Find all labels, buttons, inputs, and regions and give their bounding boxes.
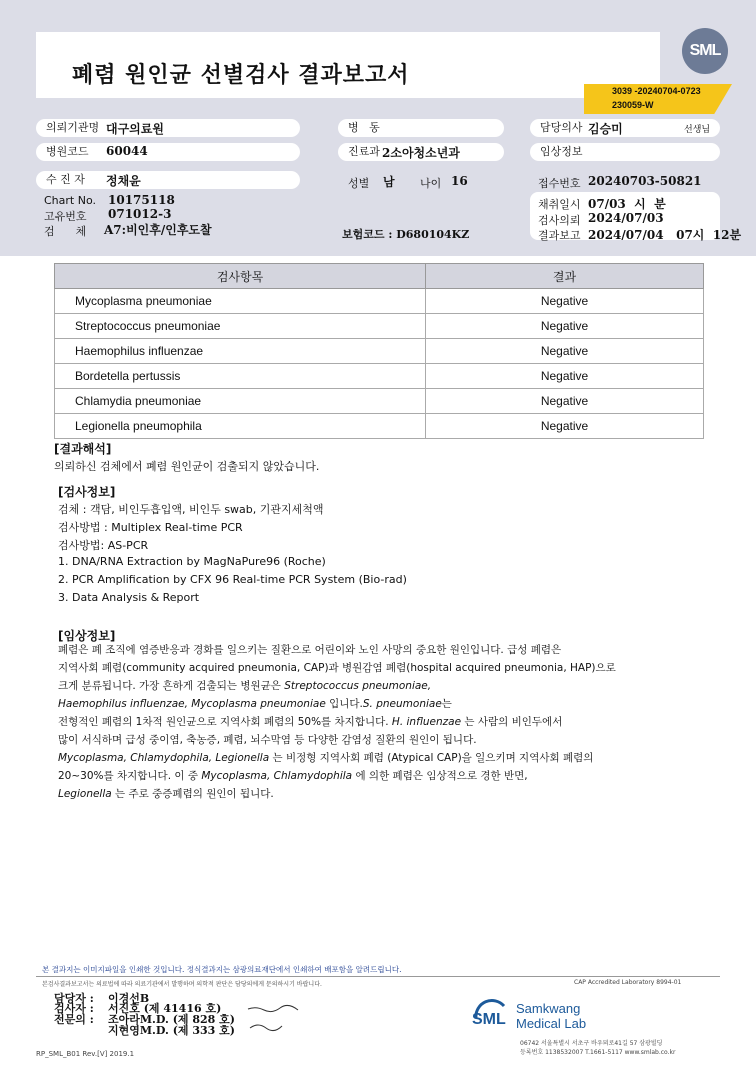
clinical-italic: Mycoplasma, Chlamydophila, Legionella	[58, 752, 270, 764]
staff-label-3: 전문의 :	[54, 1013, 94, 1026]
dept-label: 진료과	[338, 143, 504, 161]
interpretation-title: [결과해석]	[54, 442, 112, 456]
clinical-text: 에 의한 폐렴은 임상적으로 경한 반면,	[352, 770, 528, 782]
staff-name-2: 서진호 (제 41416 호)	[108, 1002, 222, 1015]
test-info-line: 검사방법: AS-PCR	[58, 539, 149, 552]
test-result: Negative	[426, 389, 704, 414]
table-row	[55, 414, 704, 439]
test-item: Streptococcus pneumoniae	[55, 314, 426, 339]
table-row	[55, 314, 704, 339]
clinical-line	[58, 767, 528, 785]
doctor-label: 담당의사	[530, 119, 720, 137]
footer-notice: 본 결과지는 이미지파일을 인쇄한 것입니다. 정식결과지는 삼광의료재단에서 인쇄하여 배포함을 알려드립니다.	[42, 965, 402, 974]
footer-small-text: 본검사결과보고서는 의료법에 따라 의료기관에서 발행하며 의학적 판단은 담당의에게 문의하시기 바랍니다.	[42, 981, 322, 988]
clinical-italic: Streptococcus pneumoniae,	[284, 680, 432, 692]
collect-label: 채취일시	[538, 198, 581, 211]
svg-text:SML: SML	[472, 1011, 506, 1028]
col-result-header: 결과	[426, 264, 704, 289]
staff-name-3: 조아라M.D. (제 828 호)	[108, 1013, 235, 1026]
hospital-code-label: 병원코드	[36, 143, 300, 161]
chart-value: 10175118	[108, 193, 175, 207]
age-label: 나이	[420, 177, 442, 190]
request-label: 검사의뢰	[538, 214, 581, 227]
test-result: Negative	[426, 364, 704, 389]
clinical-text: 크게 분류됩니다. 가장 흔하게 검출되는 병원균은	[58, 680, 285, 692]
insurance-code: 보험코드 : D680104KZ	[342, 228, 470, 241]
clinical-info-label: 임상정보	[530, 143, 720, 161]
institution-label: 의뢰기관명	[36, 119, 300, 137]
clinical-info-title: [임상정보]	[58, 629, 116, 643]
clinical-italic: S. pneumoniae	[362, 698, 442, 710]
clinical-line	[58, 713, 562, 731]
interpretation-text: 의뢰하신 검체에서 폐렴 원인균이 검출되지 않았습니다.	[54, 460, 320, 473]
report-value: 2024/07/04 07시 12분	[588, 228, 742, 242]
hospital-code-value: 60044	[106, 144, 148, 158]
clinical-line	[58, 695, 452, 713]
receipt-value: 20240703-50821	[588, 174, 702, 188]
request-value: 2024/07/03	[588, 211, 664, 225]
patient-name-label: 수 진 자	[36, 171, 300, 189]
company-name-1: Samkwang	[516, 1001, 581, 1016]
samkwang-logo-icon	[470, 996, 510, 1032]
institution-value: 대구의료원	[106, 122, 164, 136]
sml-logo: SML	[682, 28, 728, 74]
doctor-suffix: 선생님	[684, 125, 711, 135]
test-result: Negative	[426, 339, 704, 364]
clinical-line	[58, 749, 593, 767]
collect-value: 07/03 시 분	[588, 197, 666, 211]
id-value: 071012-3	[108, 207, 172, 221]
ribbon-line2: 230059-W	[612, 100, 654, 110]
company-contact: 등록번호 1138532007 T.1661-5117 www.smlab.co.kr	[520, 1049, 676, 1056]
test-info-line: 검사방법 : Multiplex Real-time PCR	[58, 521, 243, 534]
company-name-2: Medical Lab	[516, 1016, 587, 1031]
ribbon-line1: 3039 -20240704-0723	[612, 86, 701, 96]
test-item: Chlamydia pneumoniae	[55, 389, 426, 414]
staff-label-2: 검사자 :	[54, 1002, 94, 1015]
test-item: Legionella pneumophila	[55, 414, 426, 439]
specimen-value: A7:비인후/인후도찰	[104, 223, 212, 237]
footer-divider	[36, 976, 720, 977]
clinical-text: 는 주로 중증폐렴의 원인이 됩니다.	[111, 788, 274, 800]
clinical-text: 입니다.	[325, 698, 363, 710]
specimen-label: 검 체	[44, 225, 87, 238]
table-row	[55, 289, 704, 314]
patient-name-value: 정채윤	[106, 174, 141, 188]
test-result: Negative	[426, 314, 704, 339]
doctor-value: 김승미	[588, 122, 623, 136]
company-address: 06742 서울특별시 서초구 바우뫼로41길 57 삼광빌딩	[520, 1040, 663, 1047]
test-item: Haemophilus influenzae	[55, 339, 426, 364]
clinical-line	[58, 785, 274, 803]
table-row	[55, 389, 704, 414]
test-info-line: 1. DNA/RNA Extraction by MagNaPure96 (Roche)	[58, 555, 326, 568]
test-info-line: 2. PCR Amplification by CFX 96 Real-time PCR System (Bio-rad)	[58, 573, 407, 586]
signature-image	[246, 1004, 300, 1034]
clinical-italic: Mycoplasma, Chlamydophila	[201, 770, 353, 782]
test-item: Bordetella pertussis	[55, 364, 426, 389]
test-result: Negative	[426, 414, 704, 439]
chart-label: Chart No.	[44, 194, 96, 207]
report-label: 결과보고	[538, 229, 581, 242]
dept-value: 2소아청소년과	[382, 146, 460, 160]
ward-label: 병 동	[338, 119, 504, 137]
clinical-text: 는	[441, 698, 452, 710]
clinical-line: 많이 서식하며 급성 중이염, 축농증, 폐렴, 뇌수막염 등 다양한 감염성 질환의 원인이 됩니다.	[58, 734, 477, 746]
table-row	[55, 364, 704, 389]
staff-name-1: 이경선B	[108, 992, 150, 1005]
table-header-row	[55, 264, 704, 289]
clinical-text: 는 비정형 지역사회 폐렴 (Atypical CAP)을 일으키며 지역사회 폐렴의	[269, 752, 594, 764]
col-item-header: 검사항목	[55, 264, 426, 289]
clinical-line: 지역사회 폐렴(community acquired pneumonia, CAP)과 병원감염 폐렴(hospital acquired pneumonia, HAP)으로	[58, 662, 616, 674]
clinical-italic: H. influenzae	[391, 716, 462, 728]
table-row	[55, 339, 704, 364]
form-number: RP_SML_B01 Rev.[V] 2019.1	[36, 1050, 135, 1058]
cap-accreditation: CAP Accredited Laboratory 8994-01	[574, 979, 682, 986]
clinical-line	[58, 677, 431, 695]
id-label: 고유번호	[44, 210, 87, 223]
test-info-line: 검체 : 객담, 비인두흡입액, 비인두 swab, 기관지세척액	[58, 503, 324, 516]
age-value: 16	[451, 174, 468, 188]
test-result: Negative	[426, 289, 704, 314]
test-info-title: [검사정보]	[58, 485, 116, 499]
clinical-text: 전형적인 폐렴의 1차적 원인균으로 지역사회 폐렴의 50%를 차지합니다.	[58, 716, 392, 728]
clinical-line: 폐렴은 폐 조직에 염증반응과 경화를 일으키는 질환으로 어린이와 노인 사망의 중요한 원인입니다. 급성 폐렴은	[58, 644, 562, 656]
staff-label-1: 담당자 :	[54, 992, 94, 1005]
clinical-text: 는 사람의 비인두에서	[461, 716, 563, 728]
report-title: 폐렴 원인균 선별검사 결과보고서	[72, 63, 410, 88]
sex-value: 남	[383, 175, 395, 189]
test-info-line: 3. Data Analysis & Report	[58, 591, 200, 604]
test-item: Mycoplasma pneumoniae	[55, 289, 426, 314]
receipt-label: 접수번호	[538, 177, 581, 190]
clinical-italic: Legionella	[58, 788, 112, 800]
staff-name-4: 지현영M.D. (제 333 호)	[108, 1024, 235, 1037]
clinical-italic: Haemophilus influenzae, Mycoplasma pneumoniae	[58, 698, 326, 710]
clinical-text: 20~30%를 차지합니다. 이 중	[58, 770, 202, 782]
sex-label: 성별	[348, 177, 370, 190]
results-table	[54, 263, 704, 439]
